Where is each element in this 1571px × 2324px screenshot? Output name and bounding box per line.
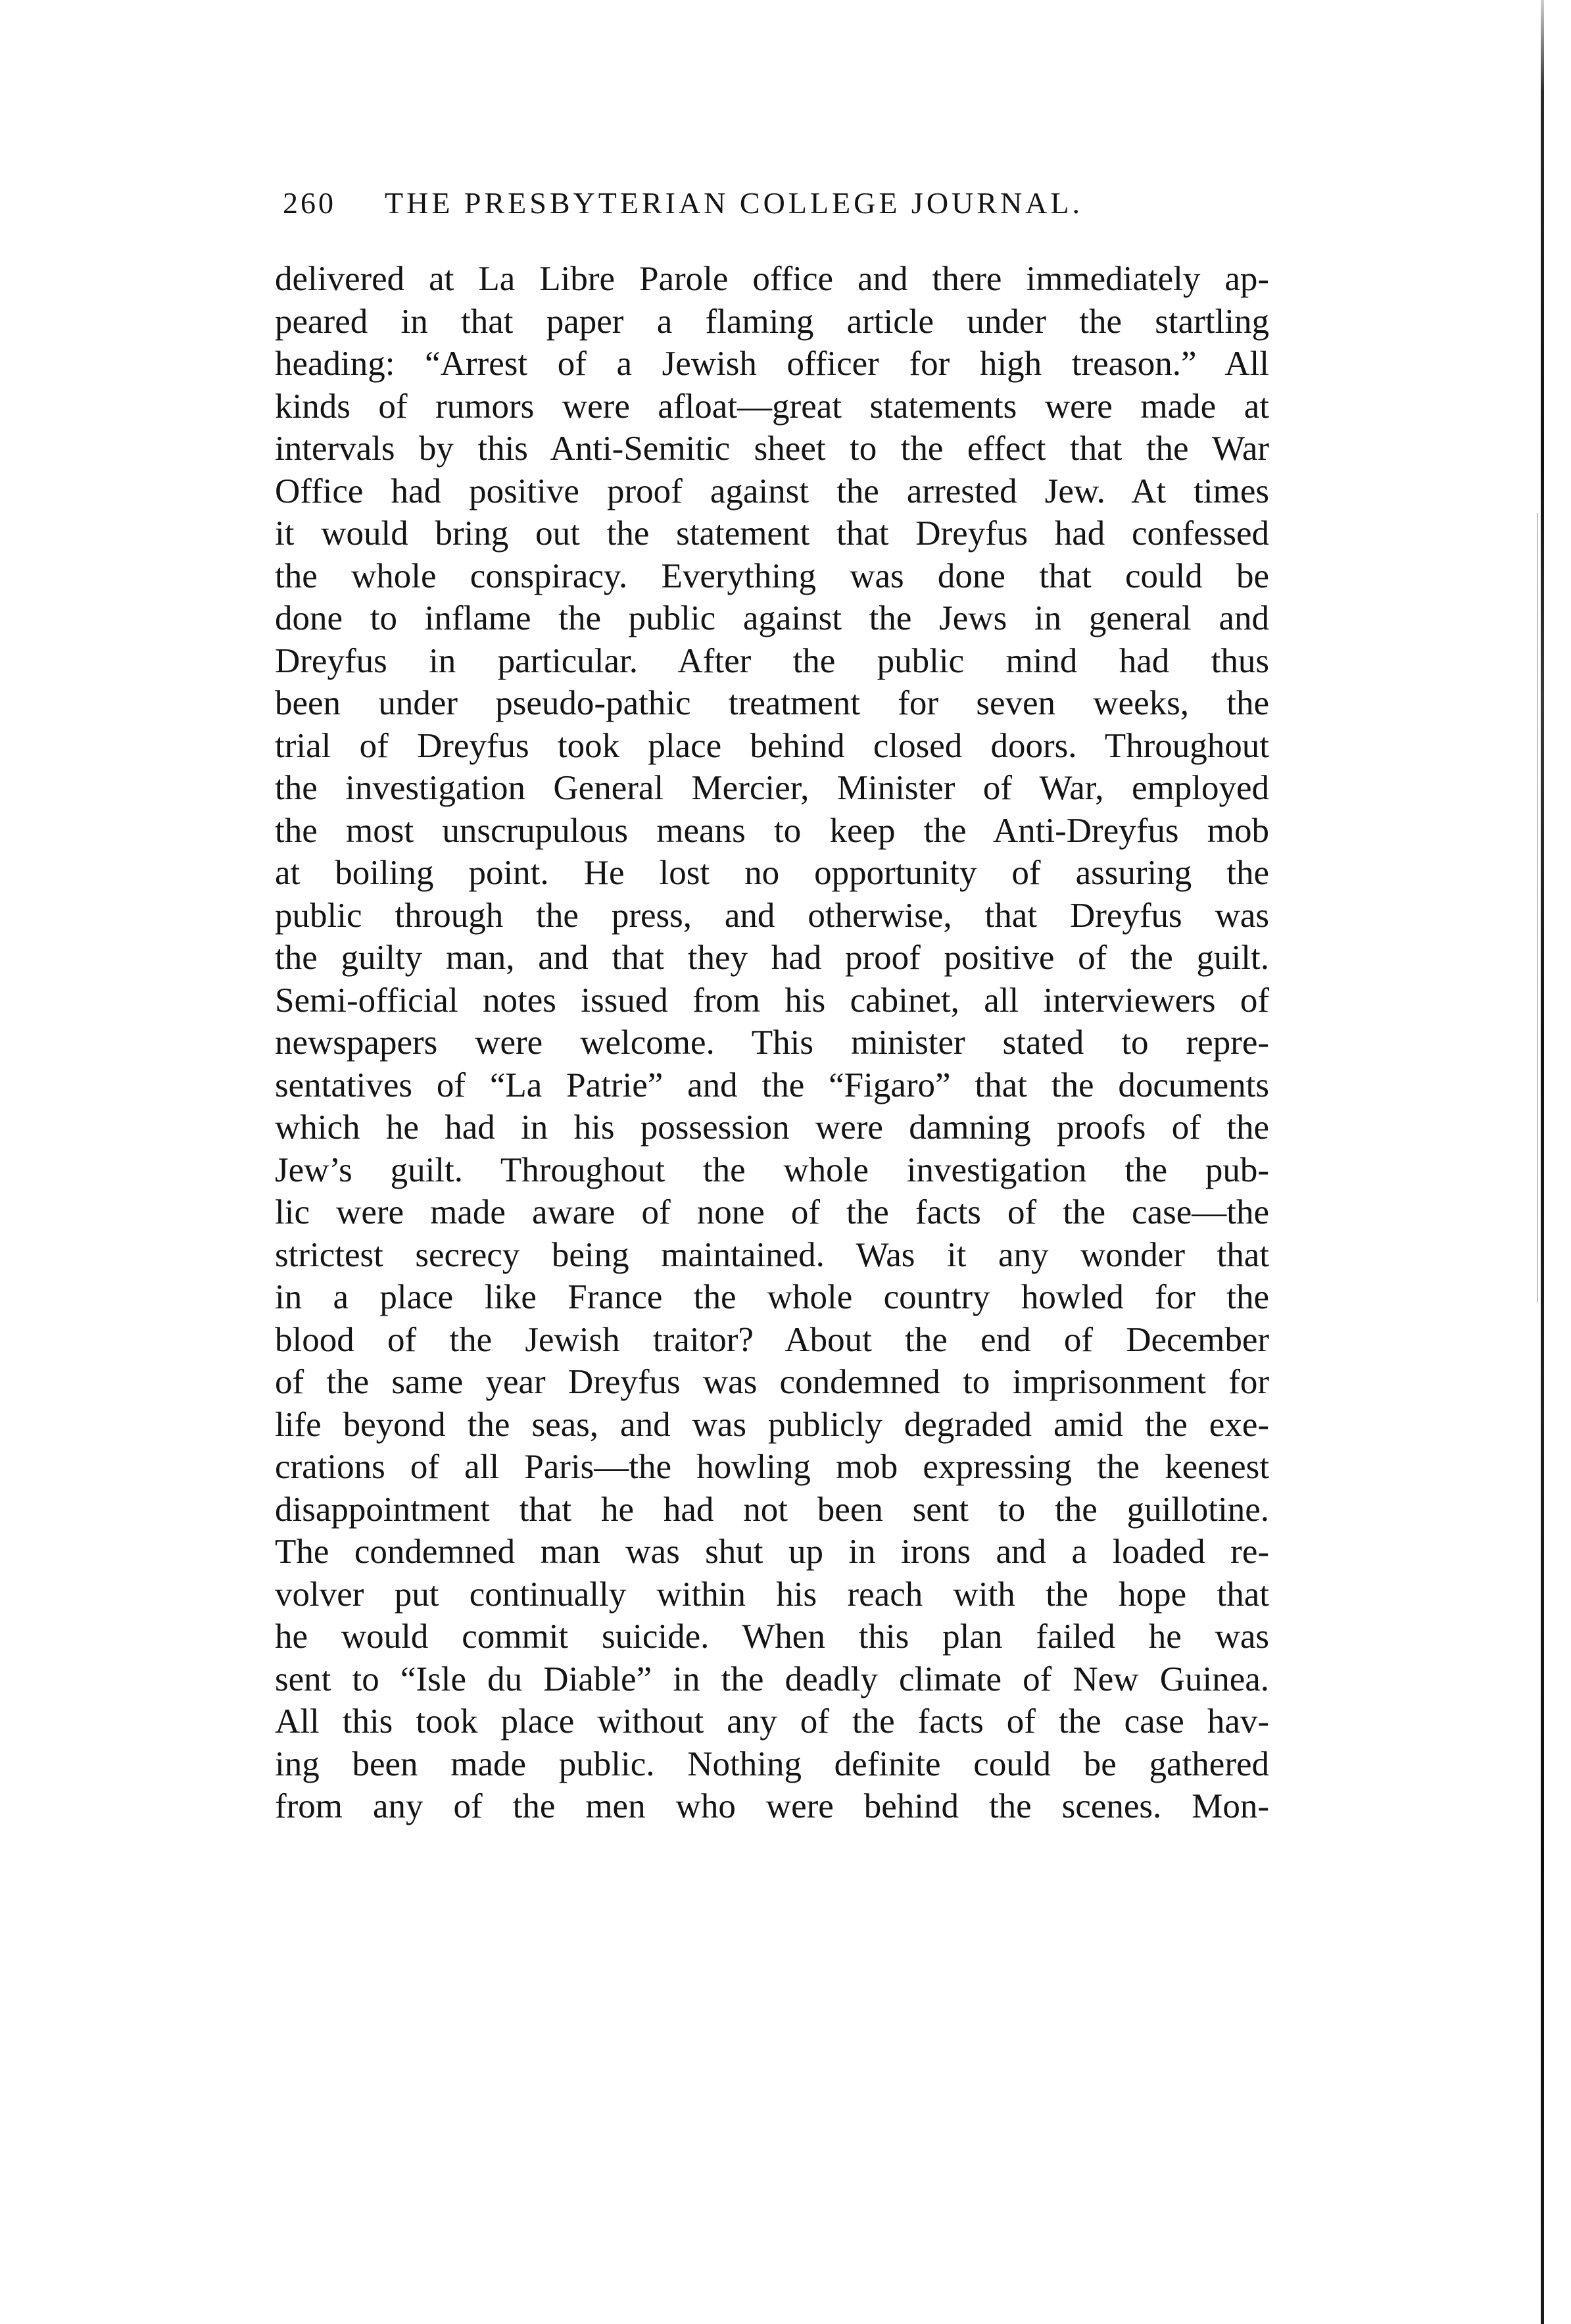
text-line: Jew’s guilt. Throughout the whole investigation the pub- xyxy=(275,1150,1269,1189)
text-line: life beyond the seas, and was publicly degraded amid the exe- xyxy=(275,1405,1269,1444)
text-line: lic were made aware of none of the facts of the case—the xyxy=(275,1193,1269,1231)
text-line: disappointment that he had not been sent to the guillotine. xyxy=(275,1490,1269,1529)
text-line: Office had positive proof against the arrested Jew. At times xyxy=(275,472,1269,510)
text-line: ing been made public. Nothing definite could be gathered xyxy=(275,1744,1269,1783)
text-line: intervals by this Anti-Semitic sheet to the effect that the War xyxy=(275,430,1269,468)
text-line: done to inflame the public against the Jews in general and xyxy=(275,599,1269,637)
text-line: public through the press, and otherwise, that Dreyfus was xyxy=(275,896,1269,935)
text-line: sentatives of “La Patrie” and the “Figaro” that the documents xyxy=(275,1066,1269,1104)
journal-title: THE PRESBYTERIAN COLLEGE JOURNAL. xyxy=(385,185,1083,220)
text-line: of the same year Dreyfus was condemned to imprisonment for xyxy=(275,1363,1269,1401)
text-line: heading: “Arrest of a Jewish officer for high treason.” All xyxy=(275,345,1269,383)
text-line: delivered at La Libre Parole office and there immediately ap- xyxy=(275,260,1269,298)
text-line: from any of the men who were behind the scenes. Mon- xyxy=(275,1787,1269,1825)
running-head xyxy=(283,176,1131,229)
text-line: in a place like France the whole country howled for the xyxy=(275,1278,1269,1316)
text-line: All this took place without any of the facts of the case hav- xyxy=(275,1702,1269,1741)
page-edge-shadow xyxy=(1537,513,1538,1302)
text-line: The condemned man was shut up in irons and a loaded re- xyxy=(275,1533,1269,1571)
body-text xyxy=(275,258,1269,1828)
page-edge-rule xyxy=(1541,0,1544,2324)
text-line: sent to “Isle du Diable” in the deadly climate of New Guinea. xyxy=(275,1660,1269,1698)
text-line: Semi-official notes issued from his cabinet, all interviewers of xyxy=(275,981,1269,1020)
text-line: strictest secrecy being maintained. Was it any wonder that xyxy=(275,1235,1269,1274)
text-line: at boiling point. He lost no opportunity of assuring the xyxy=(275,854,1269,892)
text-line: been under pseudo-pathic treatment for seven weeks, the xyxy=(275,684,1269,722)
page-number: 260 xyxy=(283,185,336,220)
text-line: the guilty man, and that they had proof positive of the guilt. xyxy=(275,939,1269,977)
text-line: Dreyfus in particular. After the public mind had thus xyxy=(275,641,1269,680)
text-line: it would bring out the statement that Dreyfus had confessed xyxy=(275,514,1269,553)
text-line: blood of the Jewish traitor? About the end of December xyxy=(275,1320,1269,1359)
text-line: peared in that paper a flaming article under the startling xyxy=(275,302,1269,341)
text-line: crations of all Paris—the howling mob expressing the keenest xyxy=(275,1448,1269,1486)
text-line: which he had in his possession were damning proofs of the xyxy=(275,1108,1269,1147)
text-line: the investigation General Mercier, Minister of War, employed xyxy=(275,769,1269,807)
text-line: the whole conspiracy. Everything was done that could be xyxy=(275,556,1269,595)
text-line: the most unscrupulous means to keep the Anti-Dreyfus mob xyxy=(275,811,1269,850)
text-line: newspapers were welcome. This minister stated to repre- xyxy=(275,1024,1269,1062)
text-line: he would commit suicide. When this plan failed he was xyxy=(275,1618,1269,1656)
text-line: trial of Dreyfus took place behind closed doors. Throughout xyxy=(275,726,1269,765)
text-line: volver put continually within his reach with the hope that xyxy=(275,1575,1269,1614)
text-line: kinds of rumors were afloat—great statements were made at xyxy=(275,387,1269,426)
